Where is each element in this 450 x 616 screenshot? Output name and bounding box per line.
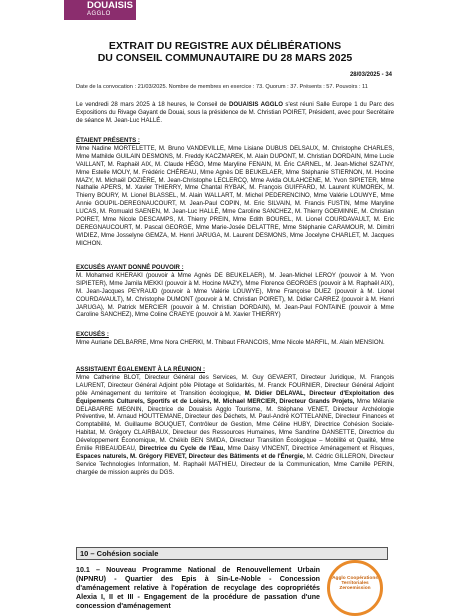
attending-bold-1: M. Didier DELAVAL, Directeur d'Exploitation des Équipements Culturels, Sportifs et de Loisirs, M. Michael MERCIER, Directeur Grands Projets, <box>76 389 394 405</box>
attending-text-1: Mme Catherine BLOT, Directeur Général des Services, M. Guy GEVAERT, Directeur Juridique, M. François LAURENT, Directeur Général Adjoint pôle Pilotage et Solidarités, M. Franck FOURNIER, Directeur Général Adjoint pôle Aménagement du territoire et Transition écologique, <box>76 373 394 397</box>
agenda-item-title: 10.1 – Nouveau Programme National de Renouvellement Urbain (NPNRU) - Quartier des Epis à Sin-Le-Noble - Concession d'aménagement relative à l'opération de recyclage des copropriétés Alexia I, II et III - Engagement de la procédure de passation d'une concession d'aménagement <box>76 566 320 610</box>
attending-text-2: Mme Mélanie DELABARRE MEGNIN, Directrice de Douaisis Agglo Tourisme, M. Stéphane VENET, Directeur Archéologie Préventive, M. Arnaud HOUTTEMANE, Directeur des Déchets, M. Paul-André KOTTELANNE, Directeur Finances et Comptabilité, M. Guillaume BOUQUET, Contrôleur de Gestion, Mme Céline HUBY, Directrice Cohésion Sociale-Habitat, M. Grégory CLAIRBAUX, Directeur des Ressources Humaines, Mme Sandrine DANSETTE, Directrice du Développement Économique, M. Chékib BEN SMIDA, Directeur Transition Écologique – Mobilité et Qualité, Mme Émilie RIBEAUDEAU, <box>76 397 394 453</box>
proxies-list: M. Mohamed KHERAKI (pouvoir à Mme Agnès DE BEUKELAER), M. Jean-Michel LEROY (pouvoir à M. Yvon SIPIETER), Mme Jamila MEKKI (pouvoir à M. Hocine MAZY), Mme Florence GEORGES (pouvoir à M. Raphaël AIX), M. Jean-Jacques PEYRAUD (pouvoir à Mme Valérie LOUWYE), Mme Françoise DUEZ (pouvoir à M. Lionel COURDAVAULT), M. Christophe DUMONT (pouvoir à M. Christian POIRET), M. Didier CARREZ (pouvoir à M. Henri JARUGA), M. Patrick MERCIER (pouvoir à M. Christian DORDAIN), M. Jean-Paul FONTAINE (pouvoir à Mme Caroline SANCHEZ), Mme Coline CRAEYE (pouvoir à M. Xavier THIERRY) <box>76 271 394 319</box>
logo-sub: AGGLO <box>87 10 111 17</box>
program-stamp <box>327 560 383 616</box>
present-list: Mme Nadine MORTELETTE, M. Bruno VANDEVILLE, Mme Lisiane DUBUS DELSAUX, M. Christophe CHARLES, Mme Mathilde GUILAIN DESMONS, M. Freddy KACZMAREK, M. Alain DUPONT, M. Christian DORDAIN, Mme Lucie VAILLANT, M. Raphaël AIX, M. Claude HÉGO, Mme Maryline FENAIN, M. Éric CARNEL, M. Jean-Michel SZATNY, Mme Estelle MOUY, M. Frédéric CHÉREAU, Mme Agnès DE BEUKELAER, Mme Stéphanie STIERNON, M. Hocine MAZY, M. Michaël DOZIÈRE, M. Jean-Christophe LECLERCQ, Mme Avida OULAHCENE, M. Yvon SIPIETER, Mme Nathalie APERS, M. Xavier THIERRY, Mme Chantal RYBAK, M. François GUIFFARD, M. Laurent KUMOREK, M. Thierry BOURY, M. Lionel BLASSEL, M. Alain WALLART, M. Michel PEDERENCINO, Mme Valérie LOUWYE, Mme Annie GOUPIL-DEREGNAUCOURT, M. Jean-Paul COPIN, M. Eric SILVAIN, M. Francis FUSTIN, Mme Maryline LUCAS, M. Romuald SAENEN, M. Jean-Luc HALLÉ, Mme Caroline SANCHEZ, M. Thierry GOEMINNE, M. Christian POIRET, Mme Nicole DESCAMPS, M. Thierry PREIN, Mme Edith BOUREL, M. Lionel COURDAVAULT, M. Eric DEREGNAUCOURT, M. Pascal GEORGE, Mme Marie-Josée DELATTRE, Mme Stéphanie CARAMOUR, M. Dimitri WIDIEZ, Mme Josselyne GEMZA, M. Henri JARUGA, M. Laurent DESMONS, Mme Jocelyne CHARLET, M. Jacques MICHON. <box>76 144 394 247</box>
intro-text-2: s'est réuni Salle Europe 1 du Parc des Expositions du Rivage Gayant de Douai, sous la présidence de M. Christian POIRET, Président, avec pour Secrétaire de séance M. Jean-Luc HALLÉ. <box>76 101 394 124</box>
attending-bold-3: Espaces naturels, <box>76 452 129 460</box>
excused-section <box>76 331 394 347</box>
excused-list: Mme Auriane DELBARRE, Mme Nora CHERKI, M. Thibaut FRANCOIS, Mme Nicole MARFIL, M. Alain MENSION. <box>76 338 385 346</box>
intro-text-1: Le vendredi 28 mars 2025 à 18 heures, le Conseil de <box>76 101 229 108</box>
logo-mark <box>64 0 84 20</box>
proxies-section <box>76 264 394 319</box>
title-line-2: DU CONSEIL COMMUNAUTAIRE DU 28 MARS 2025 <box>97 52 353 64</box>
title-line-1: EXTRAIT DU REGISTRE AUX DÉLIBÉRATIONS <box>108 40 342 52</box>
section-band-cohesion-sociale: 10 – Cohésion sociale <box>76 547 388 560</box>
attending-text-5: M. Cédric GILLERON, Directeur Service Technologies Information, M. Raphaël MATHIEU, Directeur de la Communication, Mme Camille PERIN, chargée de mission auprès du DGS. <box>76 452 394 476</box>
douaisis-logo <box>64 0 136 20</box>
attending-bold-4: M. Grégory FIEVET, Directeur des Bâtiments et de l'Énergie, <box>130 452 305 460</box>
proxies-heading: EXCUSÉS AYANT DONNÉ POUVOIR : <box>76 264 184 271</box>
attending-heading: ASSISTAIENT ÉGALEMENT À LA RÉUNION : <box>76 366 205 373</box>
excused-heading: EXCUSÉS : <box>76 331 109 338</box>
attending-list <box>76 374 394 477</box>
logo-wordmark <box>84 0 136 20</box>
stamp-text: Agglo Coopérations Territoriales Zeroemission <box>332 576 378 592</box>
logo-name: DOUAISIS <box>87 0 133 11</box>
attending-section <box>76 366 394 477</box>
intro-org: DOUAISIS AGGLO <box>229 101 283 108</box>
meeting-meta: Date de la convocation : 21/03/2025. Nombre de membres en exercice : 73. Quorum : 37. Présents : 57. Pouvoirs : 11 <box>76 84 368 90</box>
intro-paragraph <box>76 101 394 125</box>
deliberation-reference: 28/03/2025 - 34 <box>349 72 392 78</box>
attending-text-3: Mme Daisy VINCENT, Directrice Aménagement et Risques, <box>224 445 395 453</box>
present-heading: ÉTAIENT PRÉSENTS : <box>76 137 140 144</box>
present-section <box>76 137 394 248</box>
attending-bold-2: Directrice du Cycle de l'Eau, <box>139 445 225 453</box>
document-title <box>0 40 450 64</box>
